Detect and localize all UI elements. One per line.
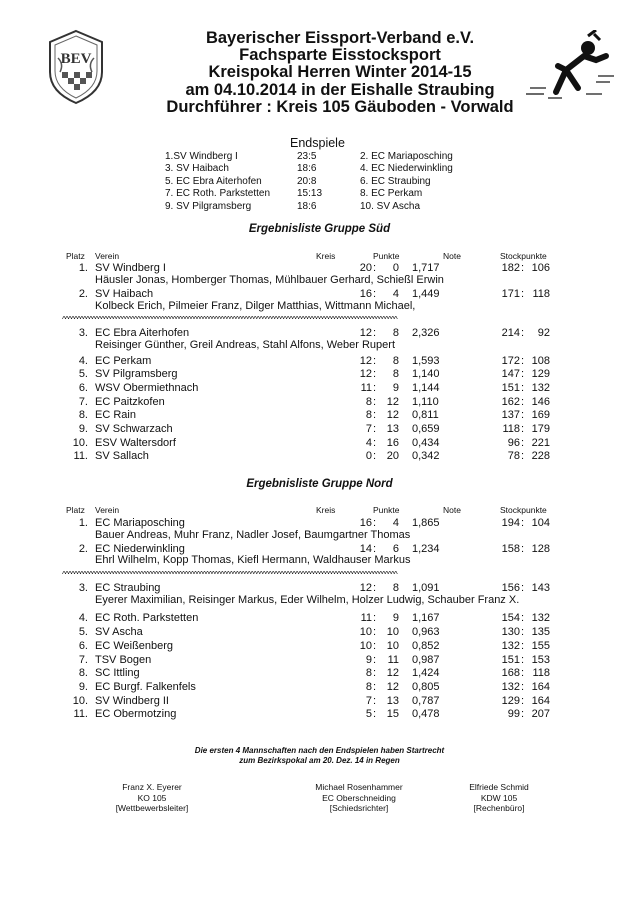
table-row [0, 682, 639, 694]
stockpunkte-minus-cell: 108 [531, 355, 550, 367]
signature-name: Franz X. Eyerer [122, 782, 182, 792]
note-cell: 0,659 [412, 423, 440, 435]
stockpunkte-plus-cell: 137 [501, 409, 520, 421]
table-row [0, 627, 639, 639]
punkte-minus-cell: 16 [386, 437, 399, 449]
stockpunkte-minus-cell: 132 [531, 382, 550, 394]
punkte-plus-cell: 20 [359, 262, 372, 274]
stockpunkte-separator: : [521, 396, 525, 408]
punkte-separator: : [373, 543, 377, 555]
table-row [0, 451, 639, 463]
endspiele-score: 18:6 [297, 163, 317, 175]
header-organizer: Durchführer : Kreis 105 Gäuboden - Vorwald [166, 98, 514, 116]
stockpunkte-separator: : [521, 517, 525, 529]
separator-line: ^^^^^^^^^^^^^^^^^^^^^^^^^^^^^^^^^^^^^^^^^^^^^^^^^^^^^^^^^^^^^^^^^^^^^^^^^^^^^^^^^^^^^^^^^^^^^^^^^^^^^^^^^^^^^^^^ [62, 570, 397, 578]
table-row [0, 709, 639, 721]
stockpunkte-separator: : [521, 695, 525, 707]
note-cell: 0,811 [412, 409, 439, 421]
col-punkte: Punkte [373, 505, 400, 515]
table-row [0, 696, 639, 708]
verein-cell: SV Ascha [95, 626, 143, 638]
stockpunkte-plus-cell: 130 [501, 626, 520, 638]
stockpunkte-plus-cell: 129 [501, 695, 520, 707]
stockpunkte-minus-cell: 228 [531, 450, 550, 462]
note-cell: 0,852 [412, 640, 440, 652]
stockpunkte-minus-cell: 128 [531, 543, 550, 555]
punkte-separator: : [373, 382, 377, 394]
platz-cell: 5. [78, 626, 88, 638]
stockpunkte-plus-cell: 147 [501, 368, 520, 380]
platz-cell: 11. [73, 708, 88, 720]
note-cell: 1,091 [412, 582, 440, 594]
punkte-separator: : [373, 437, 377, 449]
note-cell: 1,144 [412, 382, 440, 394]
platz-cell: 11. [73, 450, 88, 462]
punkte-plus-cell: 7 [365, 423, 372, 435]
punkte-minus-cell: 4 [392, 517, 399, 529]
punkte-minus-cell: 12 [386, 409, 399, 421]
stockpunkte-separator: : [521, 355, 525, 367]
punkte-minus-cell: 12 [386, 681, 399, 693]
team-members: Bauer Andreas, Muhr Franz, Nadler Josef, Baumgartner Thomas [95, 529, 411, 541]
punkte-plus-cell: 10 [359, 640, 372, 652]
punkte-separator: : [373, 409, 377, 421]
note-cell: 1,424 [412, 667, 440, 679]
table-row [0, 424, 639, 436]
verein-cell: SV Schwarzach [95, 423, 173, 435]
stockpunkte-minus-cell: 132 [531, 612, 550, 624]
stockpunkte-plus-cell: 194 [501, 517, 520, 529]
signature-title: [Wettbewerbsleiter] [115, 803, 189, 813]
platz-cell: 9. [78, 681, 88, 693]
team-members: Ehrl Wilhelm, Kopp Thomas, Kiefl Hermann, Waldhauser Markus [95, 554, 411, 566]
section-title-nord: Ergebnisliste Gruppe Nord [246, 478, 393, 490]
stockpunkte-minus-cell: 129 [531, 368, 550, 380]
note-cell: 0,342 [412, 450, 440, 462]
signature-role: EC Oberschneiding [322, 792, 396, 803]
punkte-plus-cell: 4 [365, 437, 372, 449]
endspiele-away: 8. EC Perkam [360, 188, 423, 200]
platz-cell: 8. [78, 667, 88, 679]
stockpunkte-minus-cell: 118 [532, 667, 550, 679]
platz-cell: 1. [78, 517, 88, 529]
punkte-minus-cell: 8 [392, 368, 399, 380]
col-punkte: Punkte [373, 251, 400, 261]
endspiele-score: 18:6 [297, 200, 317, 212]
signature-wettbewerbsleiter [77, 782, 227, 814]
stockpunkte-plus-cell: 154 [501, 612, 520, 624]
stockpunkte-separator: : [521, 582, 525, 594]
team-members: Kolbeck Erich, Pilmeier Franz, Dilger Matthias, Wittmann Michael, [95, 300, 416, 312]
punkte-separator: : [373, 667, 377, 679]
stockpunkte-plus-cell: 132 [501, 681, 520, 693]
stockpunkte-minus-cell: 164 [531, 681, 550, 693]
platz-cell: 3. [78, 582, 88, 594]
stockpunkte-plus-cell: 182 [501, 262, 520, 274]
endspiele-home: 7. EC Roth. Parkstetten [165, 188, 271, 200]
punkte-plus-cell: 5 [365, 708, 372, 720]
platz-cell: 2. [78, 543, 88, 555]
endspiele-title: Endspiele [290, 136, 345, 150]
punkte-plus-cell: 12 [359, 355, 372, 367]
punkte-minus-cell: 8 [392, 355, 399, 367]
table-row [0, 369, 639, 381]
signature-role: KDW 105 [480, 792, 518, 803]
endspiele-away: 6. EC Straubing [360, 175, 431, 187]
table-row [0, 583, 639, 595]
verein-cell: WSV Obermiethnach [95, 382, 199, 394]
note-cell: 0,805 [412, 681, 440, 693]
table-row [0, 613, 639, 625]
punkte-separator: : [373, 708, 377, 720]
table-row [0, 438, 639, 450]
endspiele-away: 10. SV Ascha [360, 200, 421, 212]
punkte-plus-cell: 0 [365, 450, 372, 462]
stockpunkte-minus-cell: 179 [531, 423, 550, 435]
verein-cell: SV Haibach [95, 288, 154, 300]
endspiele-score: 20:8 [297, 175, 317, 187]
endspiele-away-column [360, 151, 453, 213]
platz-cell: 7. [78, 396, 88, 408]
note-cell: 0,434 [412, 437, 440, 449]
note-cell: 1,140 [412, 368, 440, 380]
stockpunkte-plus-cell: 156 [501, 582, 520, 594]
endspiele-score: 15:13 [297, 188, 323, 200]
verein-cell: EC Niederwinkling [95, 543, 185, 555]
stockpunkte-separator: : [521, 262, 525, 274]
punkte-minus-cell: 13 [386, 423, 399, 435]
punkte-minus-cell: 9 [392, 612, 399, 624]
team-members: Häusler Jonas, Homberger Thomas, Mühlbauer Gerhard, Schießl Erwin [95, 274, 444, 286]
stockpunkte-separator: : [521, 409, 525, 421]
platz-cell: 7. [78, 654, 88, 666]
platz-cell: 6. [78, 382, 88, 394]
signature-title: [Schiedsrichter] [329, 803, 389, 813]
verein-cell: EC Paitzkofen [95, 396, 165, 408]
punkte-plus-cell: 9 [365, 654, 372, 666]
verein-cell: EC Perkam [95, 355, 152, 367]
team-members: Reisinger Günther, Greil Andreas, Stahl Alfons, Weber Rupert [95, 339, 396, 351]
punkte-plus-cell: 8 [365, 667, 372, 679]
punkte-separator: : [373, 517, 377, 529]
stockpunkte-plus-cell: 162 [501, 396, 520, 408]
table-row [0, 397, 639, 409]
punkte-separator: : [373, 640, 377, 652]
punkte-separator: : [373, 450, 377, 462]
note-cell: 0,787 [412, 695, 440, 707]
note-cell: 1,865 [412, 517, 440, 529]
stockpunkte-separator: : [521, 654, 525, 666]
platz-cell: 1. [78, 262, 88, 274]
stockpunkte-plus-cell: 158 [501, 543, 520, 555]
punkte-separator: : [373, 626, 377, 638]
endspiele-home: 1.SV Windberg I [165, 151, 238, 162]
note-cell: 1,167 [412, 612, 440, 624]
team-members: Eyerer Maximilian, Reisinger Markus, Eder Wilhelm, Holzer Ludwig, Schauber Franz X. [95, 594, 520, 606]
punkte-separator: : [373, 654, 377, 666]
punkte-plus-cell: 12 [359, 582, 372, 594]
table-row [0, 263, 639, 275]
col-platz: Platz [66, 505, 85, 515]
platz-cell: 10. [72, 437, 88, 449]
note-cell: 1,234 [412, 543, 440, 555]
stockpunkte-minus-cell: 92 [537, 327, 550, 339]
verein-cell: SV Windberg I [95, 262, 166, 274]
stockpunkte-separator: : [521, 640, 525, 652]
footer-note-line1: Die ersten 4 Mannschaften nach den Endspielen haben Startrecht [194, 746, 445, 755]
stockpunkte-plus-cell: 96 [507, 437, 520, 449]
note-cell: 1,110 [412, 396, 439, 408]
table-row [0, 641, 639, 653]
stockpunkte-minus-cell: 146 [531, 396, 550, 408]
verein-cell: EC Roth. Parkstetten [95, 612, 199, 624]
punkte-minus-cell: 12 [386, 667, 399, 679]
table-row [0, 410, 639, 422]
punkte-separator: : [373, 612, 377, 624]
verein-cell: EC Mariaposching [95, 517, 185, 529]
punkte-plus-cell: 8 [365, 681, 372, 693]
stockpunkte-separator: : [521, 667, 525, 679]
stockpunkte-plus-cell: 151 [501, 382, 520, 394]
table-row [0, 356, 639, 368]
table-row [0, 668, 639, 680]
verein-cell: EC Rain [95, 409, 136, 421]
verein-cell: EC Straubing [95, 582, 161, 594]
stockpunkte-plus-cell: 132 [501, 640, 520, 652]
stockpunkte-minus-cell: 118 [532, 288, 550, 300]
header-division: Fachsparte Eisstocksport [239, 46, 441, 64]
logo-text: BEV [60, 51, 92, 67]
note-cell: 1,593 [412, 355, 440, 367]
verein-cell: EC Obermotzing [95, 708, 177, 720]
col-kreis: Kreis [316, 505, 336, 515]
stockpunkte-minus-cell: 164 [531, 695, 550, 707]
verein-cell: EC Burgf. Falkenfels [95, 681, 196, 693]
platz-cell: 2. [78, 288, 88, 300]
stockpunkte-separator: : [521, 288, 525, 300]
endspiele-home: 3. SV Haibach [165, 163, 229, 175]
stockpunkte-plus-cell: 118 [502, 423, 520, 435]
platz-cell: 9. [78, 423, 88, 435]
table-row [0, 383, 639, 395]
stockpunkte-separator: : [521, 368, 525, 380]
note-cell: 0,987 [412, 654, 440, 666]
stockpunkte-minus-cell: 207 [531, 708, 550, 720]
stockpunkte-separator: : [521, 437, 525, 449]
verein-cell: SC Ittling [95, 667, 140, 679]
signature-name: Michael Rosenhammer [315, 782, 403, 792]
stockpunkte-minus-cell: 104 [531, 517, 550, 529]
punkte-separator: : [373, 288, 377, 300]
note-cell: 2,326 [412, 327, 440, 339]
platz-cell: 10. [72, 695, 88, 707]
signature-schiedsrichter [284, 782, 434, 814]
separator-line: ^^^^^^^^^^^^^^^^^^^^^^^^^^^^^^^^^^^^^^^^^^^^^^^^^^^^^^^^^^^^^^^^^^^^^^^^^^^^^^^^^^^^^^^^^^^^^^^^^^^^^^^^^^^^^^^^ [62, 315, 397, 323]
col-stockpunkte: Stockpunkte [500, 251, 547, 261]
punkte-separator: : [373, 262, 377, 274]
col-platz: Platz [66, 251, 85, 261]
punkte-plus-cell: 8 [365, 396, 372, 408]
stockpunkte-separator: : [521, 543, 525, 555]
punkte-separator: : [373, 327, 377, 339]
stockpunkte-plus-cell: 171 [501, 288, 520, 300]
platz-cell: 5. [78, 368, 88, 380]
punkte-plus-cell: 10 [359, 626, 372, 638]
stockpunkte-minus-cell: 153 [531, 654, 550, 666]
col-stockpunkte: Stockpunkte [500, 505, 547, 515]
punkte-plus-cell: 12 [359, 368, 372, 380]
header-date-venue: am 04.10.2014 in der Eishalle Straubing [185, 81, 495, 99]
punkte-plus-cell: 11 [360, 382, 372, 394]
platz-cell: 6. [78, 640, 88, 652]
stockpunkte-plus-cell: 99 [507, 708, 520, 720]
punkte-separator: : [373, 396, 377, 408]
stockpunkte-plus-cell: 172 [501, 355, 520, 367]
stockpunkte-minus-cell: 106 [531, 262, 550, 274]
punkte-minus-cell: 10 [386, 640, 399, 652]
punkte-plus-cell: 11 [360, 612, 372, 624]
punkte-plus-cell: 8 [365, 409, 372, 421]
verein-cell: ESV Waltersdorf [95, 437, 176, 449]
verein-cell: SV Sallach [95, 450, 149, 462]
punkte-minus-cell: 8 [392, 327, 399, 339]
stockpunkte-separator: : [521, 423, 525, 435]
header-competition: Kreispokal Herren Winter 2014-15 [208, 63, 472, 81]
footer-note-line2: zum Bezirkspokal am 20. Dez. 14 in Regen [239, 756, 400, 765]
table-row [0, 328, 639, 340]
punkte-separator: : [373, 695, 377, 707]
punkte-plus-cell: 16 [359, 517, 372, 529]
platz-cell: 8. [78, 409, 88, 421]
stockpunkte-plus-cell: 214 [501, 327, 520, 339]
stockpunkte-minus-cell: 169 [531, 409, 550, 421]
endspiele-away: 2. EC Mariaposching [360, 151, 453, 162]
signature-rechenbuero [424, 782, 574, 814]
stockpunkte-minus-cell: 221 [531, 437, 550, 449]
stockpunkte-separator: : [521, 681, 525, 693]
punkte-minus-cell: 13 [386, 695, 399, 707]
stockpunkte-separator: : [521, 382, 525, 394]
header-federation: Bayerischer Eissport-Verband e.V. [205, 29, 475, 47]
signature-name: Elfriede Schmid [469, 782, 529, 792]
punkte-separator: : [373, 681, 377, 693]
platz-cell: 4. [78, 612, 88, 624]
punkte-separator: : [373, 368, 377, 380]
platz-cell: 4. [78, 355, 88, 367]
stockpunkte-minus-cell: 143 [531, 582, 550, 594]
punkte-minus-cell: 11 [387, 654, 399, 666]
platz-cell: 3. [78, 327, 88, 339]
col-note: Note [443, 251, 461, 261]
punkte-plus-cell: 12 [359, 327, 372, 339]
stockpunkte-plus-cell: 151 [501, 654, 520, 666]
punkte-plus-cell: 14 [359, 543, 372, 555]
verein-cell: EC Ebra Aiterhofen [95, 327, 190, 339]
verein-cell: SV Windberg II [95, 695, 169, 707]
verein-cell: SV Pilgramsberg [95, 368, 178, 380]
endspiele-home: 5. EC Ebra Aiterhofen [165, 175, 262, 187]
punkte-plus-cell: 7 [365, 695, 372, 707]
col-note: Note [443, 505, 461, 515]
stockpunkte-separator: : [521, 612, 525, 624]
stockpunkte-separator: : [521, 626, 525, 638]
punkte-minus-cell: 4 [392, 288, 399, 300]
endspiele-score: 23:5 [297, 151, 317, 162]
note-cell: 0,478 [412, 708, 440, 720]
punkte-minus-cell: 0 [392, 262, 399, 274]
col-kreis: Kreis [316, 251, 336, 261]
verein-cell: TSV Bogen [95, 654, 152, 666]
stockpunkte-plus-cell: 168 [501, 667, 520, 679]
punkte-minus-cell: 6 [392, 543, 399, 555]
note-cell: 1,717 [412, 262, 440, 274]
punkte-separator: : [373, 355, 377, 367]
stockpunkte-minus-cell: 155 [531, 640, 550, 652]
punkte-minus-cell: 10 [386, 626, 399, 638]
stockpunkte-plus-cell: 78 [507, 450, 520, 462]
signature-title: [Rechenbüro] [473, 803, 525, 813]
endspiele-away: 4. EC Niederwinkling [360, 163, 453, 175]
note-cell: 1,449 [412, 288, 440, 300]
table-row [0, 518, 639, 530]
punkte-separator: : [373, 423, 377, 435]
endspiele-score-column [297, 151, 322, 213]
signature-role: KO 105 [137, 792, 167, 803]
note-cell: 0,963 [412, 626, 440, 638]
punkte-minus-cell: 8 [392, 582, 399, 594]
punkte-separator: : [373, 582, 377, 594]
stockpunkte-separator: : [521, 450, 525, 462]
bev-logo [44, 28, 108, 106]
punkte-plus-cell: 16 [359, 288, 372, 300]
table-row [0, 655, 639, 667]
stockpunkte-separator: : [521, 708, 525, 720]
punkte-minus-cell: 20 [386, 450, 399, 462]
stockpunkte-minus-cell: 135 [531, 626, 550, 638]
endspiele-home-column [165, 151, 270, 213]
punkte-minus-cell: 15 [386, 708, 399, 720]
table-row [0, 289, 639, 301]
endspiele-home: 9. SV Pilgramsberg [165, 200, 252, 212]
punkte-minus-cell: 12 [386, 396, 399, 408]
col-verein: Verein [95, 251, 120, 261]
verein-cell: EC Weißenberg [95, 640, 174, 652]
punkte-minus-cell: 9 [392, 382, 399, 394]
stockpunkte-separator: : [521, 327, 525, 339]
col-verein: Verein [95, 505, 120, 515]
section-title-sued: Ergebnisliste Gruppe Süd [248, 223, 391, 235]
